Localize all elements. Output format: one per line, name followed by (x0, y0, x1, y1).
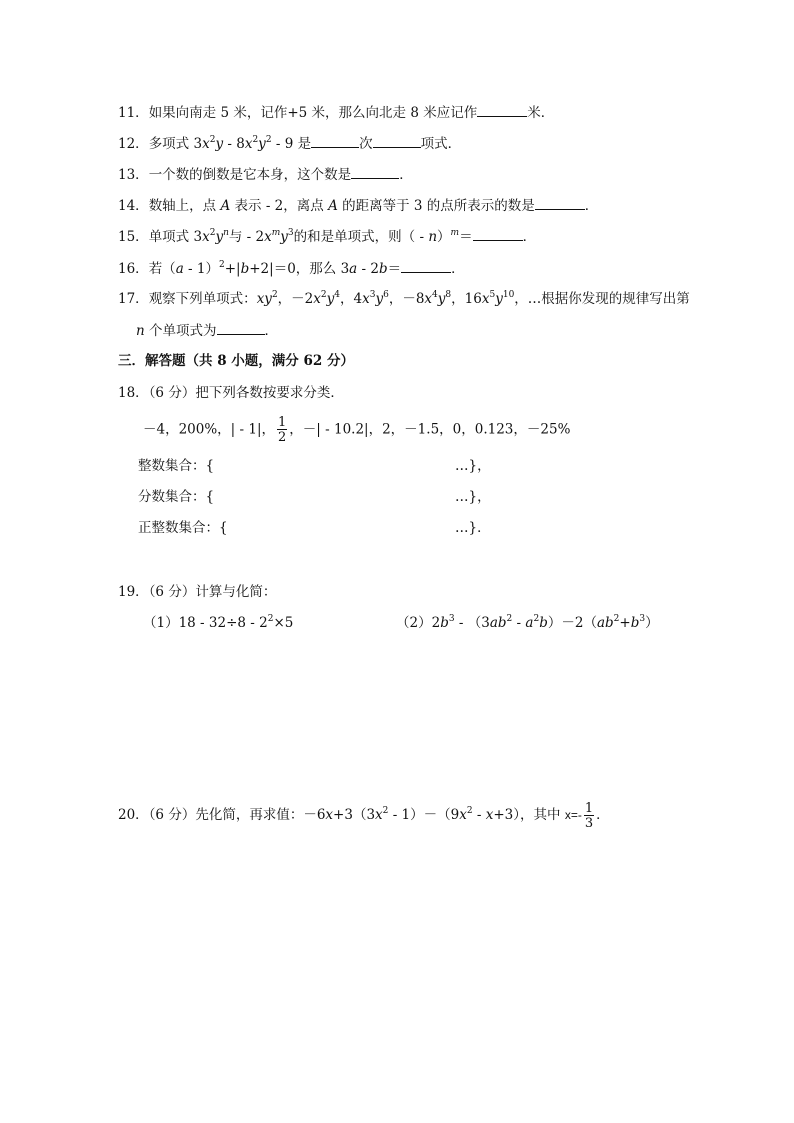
number-list: －4，200%，| - 1|， $\frac{1}{2}$ ，－| - 10.2|，2，－1.5，0，0.123，－25% (143, 415, 571, 445)
answer-blank[interactable] (535, 195, 585, 210)
positive-integer-set-label: 正整数集合：{ (138, 520, 228, 536)
fraction-one-half: $\frac{1}{2}$ (278, 415, 287, 445)
integer-set-label: 整数集合：{ (138, 458, 215, 474)
question-16: 16．若（a - 1）$^2$+|b+2|＝0，那么 3a - 2b＝ ． (118, 260, 465, 277)
answer-blank-degree[interactable] (311, 133, 359, 148)
question-19: 19．（6 分）计算与化简： (118, 584, 277, 600)
question-19-part-1: $(1)18 - 32\div 8 - 2^2\times 5$ (143, 614, 294, 631)
answer-blank[interactable] (401, 258, 451, 273)
question-12: 12．多项式 $3x^2y - 8x^2y^2 - 9$ 是 次 项式． (118, 135, 462, 152)
answer-blank[interactable] (217, 320, 265, 335)
question-13: 13．一个数的倒数是它本身，这个数是 ． (118, 164, 413, 185)
question-number: 14． (118, 198, 149, 214)
question-20: 20．（6 分）先化简，再求值：$-6x+3(3x^2 - 1)-(9x^2 - x+3)$，其中 x=- $\frac{1}{3}$ ． (118, 800, 610, 831)
question-18: 18．（6 分）把下列各数按要求分类． (118, 385, 344, 401)
integer-set-end: …}， (455, 458, 491, 474)
fraction-set-end: …}， (455, 489, 491, 505)
question-number: 18． (118, 385, 149, 401)
question-number: 12． (118, 136, 149, 152)
question-number: 19． (118, 584, 149, 600)
question-number: 11． (118, 105, 149, 121)
fraction-set-label: 分数集合：{ (138, 489, 215, 505)
answer-blank[interactable] (473, 226, 523, 241)
positive-integer-set-end: …}． (455, 520, 491, 536)
answer-blank[interactable] (351, 164, 399, 179)
question-14: 14．数轴上，点 A 表示 - 2，离点 A 的距离等于 3 的点所表示的数是 ． (118, 195, 598, 216)
question-text: 如果向南走 5 米，记作+5 米，那么向北走 8 米应记作 (148, 105, 478, 121)
answer-blank-terms[interactable] (373, 133, 421, 148)
question-15: 15．单项式 $3x^2y^n$与 - $2x^my^3$的和是单项式，则（ - n）$^m$＝ ． (118, 228, 537, 245)
section-heading: 三．解答题（共 8 小题，满分 62 分） (118, 353, 354, 369)
question-number: 17． (118, 291, 149, 307)
question-17-line-2: n 个单项式为 ． (136, 320, 278, 341)
question-number: 13． (118, 167, 149, 183)
question-11: 11．如果向南走 5 米，记作+5 米，那么向北走 8 米应记作 米． (118, 102, 554, 123)
question-17: 17．观察下列单项式：$xy^2$，$-2x^2y^4$，$4x^3y^6$，$-8x^4y^8$，$16x^5y^{10}$，…根据你发现的规律写出第 (118, 290, 690, 307)
question-number: 16． (118, 261, 149, 277)
question-number: 20． (118, 807, 149, 823)
answer-blank[interactable] (477, 102, 527, 117)
fraction-one-third: $\frac{1}{3}$ (584, 800, 594, 831)
question-number: 15． (118, 229, 149, 245)
question-19-part-2: $(2)2b^3 - (3ab^2 - a^2b)-2(ab^2+b^3)$ (396, 614, 659, 631)
